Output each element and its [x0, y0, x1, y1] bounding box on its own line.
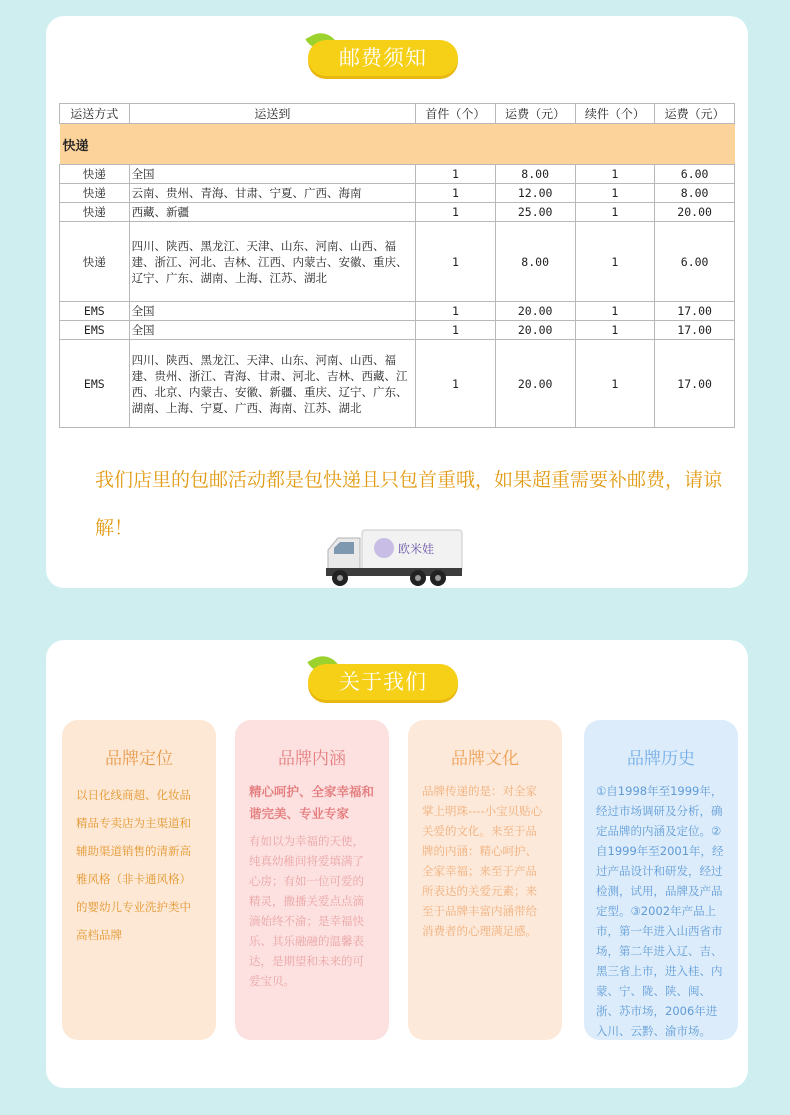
brand-history-card — [584, 720, 738, 1040]
card-title: 品牌定位 — [105, 749, 173, 769]
table-cell: 1 — [575, 222, 655, 302]
table-cell: 西藏、新疆 — [129, 203, 416, 222]
table-cell: 25.00 — [495, 203, 575, 222]
card-body: 有如以为幸福的天使，纯真幼稚间将爱填满了心房；有如一位可爱的精灵，撒播关爱点点滴滴始终不渝；是幸福快乐、其乐融融的温馨表达，是期望和未来的可爱宝贝。 — [249, 834, 364, 988]
card-title: 品牌文化 — [451, 749, 519, 769]
about-panel — [46, 640, 748, 1088]
table-cell: 1 — [416, 184, 496, 203]
table-cell: 6.00 — [655, 165, 735, 184]
table-cell: 全国 — [129, 302, 416, 321]
table-cell: 1 — [416, 321, 496, 340]
col-header: 运送方式 — [60, 104, 130, 124]
table-cell: 1 — [416, 203, 496, 222]
table-cell: 20.00 — [495, 321, 575, 340]
col-header: 续件（个） — [575, 104, 655, 124]
table-row — [60, 203, 735, 222]
col-header: 运费（元） — [655, 104, 735, 124]
brand-positioning-card — [62, 720, 216, 1040]
table-cell: 1 — [575, 165, 655, 184]
table-row — [60, 302, 735, 321]
table-cell: 1 — [575, 340, 655, 428]
table-cell: 四川、陕西、黑龙江、天津、山东、河南、山西、福建、贵州、浙江、青海、甘肃、河北、吉林、西藏、江西、北京、内蒙古、安徽、新疆、重庆、辽宁、广东、湖南、上海、宁夏、广西、海南、江苏、湖北 — [129, 340, 416, 428]
table-row — [60, 321, 735, 340]
table-cell: 8.00 — [495, 165, 575, 184]
brand-culture-card — [408, 720, 562, 1040]
card-body: 以日化线商超、化妆品精品专卖店为主渠道和辅助渠道销售的清新高雅风格（非卡通风格）的婴幼儿专业洗护类中高档品牌 — [76, 788, 191, 942]
brand-connotation-card — [235, 720, 389, 1040]
table-row — [60, 340, 735, 428]
table-cell: 快递 — [60, 222, 130, 302]
table-cell: 17.00 — [655, 302, 735, 321]
table-row — [60, 184, 735, 203]
table-cell: 全国 — [129, 321, 416, 340]
table-row — [60, 165, 735, 184]
table-cell: 8.00 — [495, 222, 575, 302]
shipping-panel — [46, 16, 748, 588]
table-cell: 12.00 — [495, 184, 575, 203]
table-cell: EMS — [60, 340, 130, 428]
truck-brand-logo: 欧米娃 — [398, 542, 435, 556]
table-cell: 1 — [575, 184, 655, 203]
table-cell: 17.00 — [655, 321, 735, 340]
table-cell: 20.00 — [495, 340, 575, 428]
table-cell: 20.00 — [655, 203, 735, 222]
card-title: 品牌内涵 — [278, 749, 346, 769]
shipping-title: 邮费须知 — [308, 40, 458, 76]
card-highlight: 精心呵护、全家幸福和谐完美、专业专家 — [249, 784, 375, 821]
col-header: 首件（个） — [416, 104, 496, 124]
table-cell: 1 — [575, 203, 655, 222]
table-cell: 快递 — [60, 203, 130, 222]
table-cell: 1 — [416, 340, 496, 428]
table-cell: 6.00 — [655, 222, 735, 302]
table-cell: 四川、陕西、黑龙江、天津、山东、河南、山西、福建、浙江、河北、吉林、江西、内蒙古、安徽、重庆、辽宁、广东、湖南、上海、江苏、湖北 — [129, 222, 416, 302]
table-cell: 1 — [416, 302, 496, 321]
table-cell: 1 — [575, 302, 655, 321]
section-label: 快递 — [60, 124, 735, 165]
card-body: 品牌传递的是：对全家掌上明珠----小宝贝贴心关爱的文化。来至于品牌的内涵：精心呵护、全家幸福；来至于产品所表达的关爱元素；来至于品牌丰富内涵带给消费者的心理满足感。 — [422, 784, 543, 938]
table-cell: EMS — [60, 321, 130, 340]
table-cell: 快递 — [60, 184, 130, 203]
shipping-fee-table — [59, 103, 735, 428]
table-cell: 8.00 — [655, 184, 735, 203]
delivery-truck-image — [324, 524, 464, 588]
card-body: ①自1998年至1999年，经过市场调研及分析，确定品牌的内涵及定位。②自1999年至2001年，经过产品设计和研发，经过检测，试用，品牌及产品定型。③2002年产品上市，第一年进入山西省市场，第二年进入辽、吉、黑三省上市，进入桂、内蒙、宁、陇、陕、闽、浙、苏市场，2006年进入川、云黔、渝市场。 — [596, 784, 724, 1038]
table-cell: 1 — [416, 165, 496, 184]
table-cell: 20.00 — [495, 302, 575, 321]
table-cell: 17.00 — [655, 340, 735, 428]
table-cell: 1 — [416, 222, 496, 302]
card-title: 品牌历史 — [627, 749, 695, 769]
about-title: 关于我们 — [308, 664, 458, 700]
table-row — [60, 222, 735, 302]
table-cell: 全国 — [129, 165, 416, 184]
col-header: 运送到 — [129, 104, 416, 124]
table-cell: 云南、贵州、青海、甘肃、宁夏、广西、海南 — [129, 184, 416, 203]
col-header: 运费（元） — [495, 104, 575, 124]
free-shipping-notice: 我们店里的包邮活动都是包快递且只包首重哦，如果超重需要补邮费，请谅解！ — [95, 469, 723, 539]
table-cell: 1 — [575, 321, 655, 340]
table-cell: EMS — [60, 302, 130, 321]
table-cell: 快递 — [60, 165, 130, 184]
